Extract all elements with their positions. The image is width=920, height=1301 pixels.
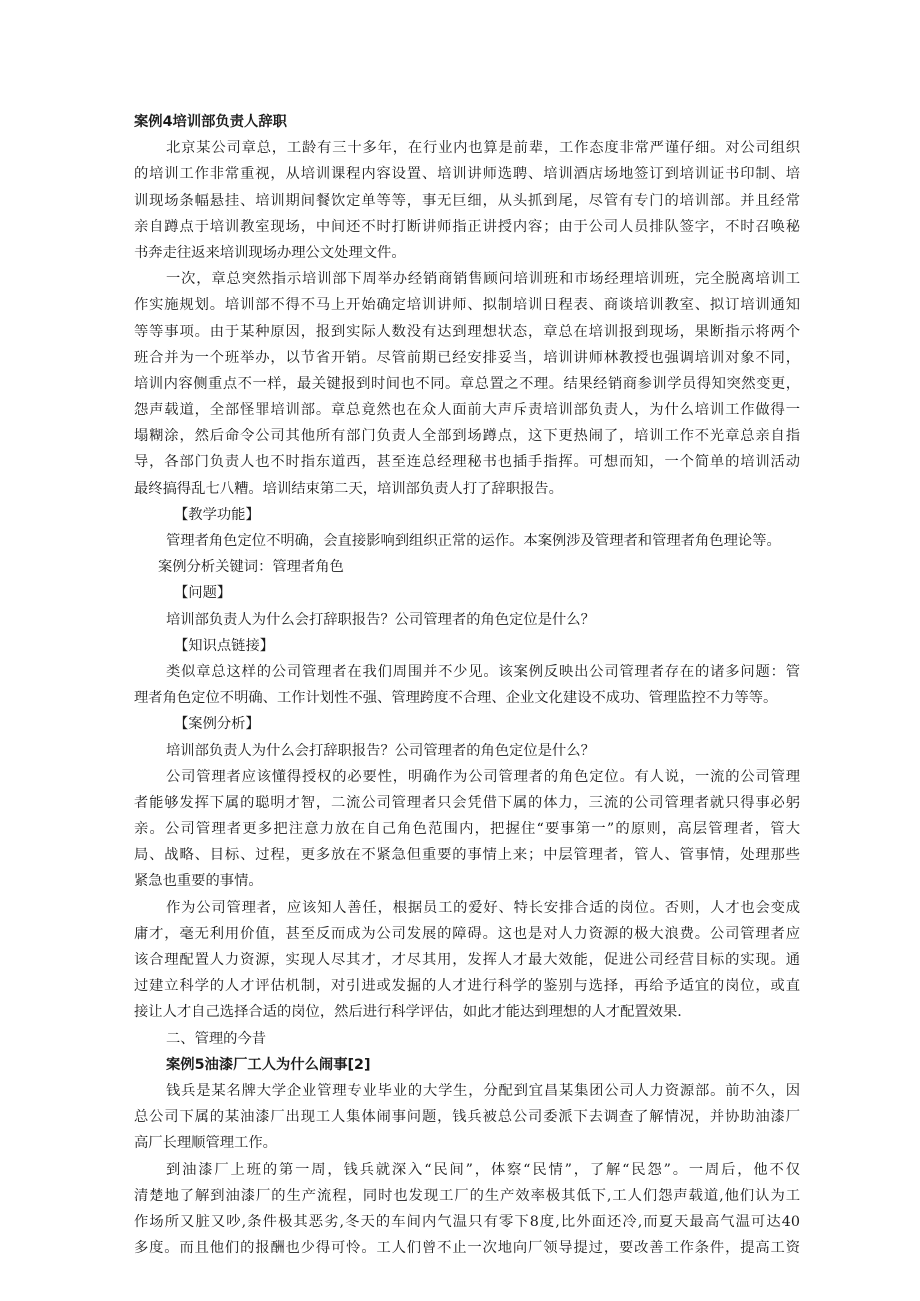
analysis-heading: 【案例分析】 (174, 716, 260, 733)
analysis-para2-line: 该合理配置人力资源，实现人尽其才，才尽其用，发挥人才最大效能，促进公司经营目标的实现。通 (134, 952, 800, 968)
question-heading: 【问题】 (174, 585, 232, 602)
analysis-para1-line: 亲。公司管理者更多把注意力放在自己角色范围内，把握住“要事第一”的原则，高层管理者，管大 (134, 821, 800, 838)
case5-para2-line: 清楚地了解到油漆厂的生产流程，同时也发现工厂的生产效率极其低下,工人们怨声载道,他们认为工 (134, 1187, 800, 1204)
case4-para2-line: 等等事项。由于某种原因，报到实际人数没有达到理想状态，章总在培训报到现场，果断指示将两个 (134, 323, 800, 340)
document-body (134, 109, 800, 1261)
analysis-para1-line: 公司管理者应该懂得授权的必要性，明确作为公司管理者的角色定位。有人说，一流的公司管理 (166, 768, 800, 785)
case4-para1-line: 亲自蹲点于培训教室现场，中间还不时打断讲师指正讲授内容；由于公司人员排队签字，不时召唤秘 (134, 218, 800, 235)
case5-para2-line: 作场所又脏又吵,条件极其恶劣,冬天的车间内气温只有零下8度,比外面还冷,而夏天最高气温可达40 (134, 1213, 800, 1230)
knowledge-line: 类似章总这样的公司管理者在我们周围并不少见。该案例反映出公司管理者存在的诸多问题：管 (166, 663, 800, 680)
teaching-text: 管理者角色定位不明确，会直接影响到组织正常的运作。本案例涉及管理者和管理者角色理论等。 (166, 533, 781, 549)
knowledge-line: 理者角色定位不明确、工作计划性不强、管理跨度不合理、企业文化建设不成功、管理监控不力等等。 (134, 690, 778, 707)
teaching-heading: 【教学功能】 (174, 506, 260, 523)
question-text: 培训部负责人为什么会打辞职报告？公司管理者的角色定位是什么？ (166, 611, 595, 628)
case4-para2-line: 作实施规划。培训部不得不马上开始确定培训讲师、拟制培训日程表、商谈培训教室、拟订培训通知 (134, 297, 800, 314)
case4-para2-line: 导，各部门负责人也不时指东道西，甚至连总经理秘书也插手指挥。可想而知，一个简单的培训活动 (134, 454, 800, 471)
case5-para1-line: 钱兵是某名牌大学企业管理专业毕业的大学生，分配到宜昌某集团公司人力资源部。前不久，因 (166, 1082, 800, 1099)
case4-para2-line: 怨声载道，全部怪罪培训部。章总竟然也在众人面前大声斥责培训部负责人，为什么培训工作做得一 (134, 402, 800, 419)
analysis-question: 培训部负责人为什么会打辞职报告？公司管理者的角色定位是什么？ (166, 742, 595, 759)
case5-para1-line: 总公司下属的某油漆厂出现工人集体闹事问题，钱兵被总公司委派下去调查了解情况，并协助油漆厂 (134, 1109, 800, 1126)
knowledge-heading: 【知识点链接】 (174, 637, 275, 654)
case4-para2-line: 最终搞得乱七八糟。培训结束第二天，培训部负责人打了辞职报告。 (134, 480, 563, 497)
case4-para1-line: 训现场条幅悬挂、培训期间餐饮定单等等，事无巨细，从头抓到尾，尽管有专门的培训部。并且经常 (134, 192, 800, 209)
case4-para2-line: 塌糊涂，然后命令公司其他所有部门负责人全部到场蹲点，这下更热闹了，培训工作不光章总亲自指 (134, 428, 800, 445)
case4-title: 案例4培训部负责人辞职 (134, 114, 287, 130)
case4-para2-line: 培训内容侧重点不一样，最关键报到时间也不同。章总置之不理。结果经销商参训学员得知突然变更， (134, 375, 800, 392)
analysis-para2-line: 过建立科学的人才评估机制，对引进或发掘的人才进行科学的鉴别与选择，再给予适宜的岗位，或直 (134, 978, 800, 995)
case4-para1-line: 书奔走往返来培训现场办理公文处理文件。 (134, 244, 406, 261)
case4-para1-line: 的培训工作非常重视，从培训课程内容设置、培训讲师选聘、培训酒店场地签订到培训证书印制、培 (134, 166, 800, 183)
analysis-para1-line: 紧急也重要的事情。 (134, 873, 263, 890)
case5-para2-line: 到油漆厂上班的第一周，钱兵就深入“民间”，体察“民情”，了解“民怨”。一周后，他不仅 (166, 1161, 800, 1178)
keywords: 案例分析关键词：管理者角色 (158, 559, 344, 576)
analysis-para2-line: 接让人才自己选择合适的岗位，然后进行科学评估，如此才能达到理想的人才配置效果. (134, 1004, 682, 1021)
case5-para2-line: 多度。而且他们的报酬也少得可怜。工人们曾不止一次地向厂领导提过，要改善工作条件，提高工资 (134, 1240, 800, 1257)
analysis-para1-line: 者能够发挥下属的聪明才智，二流公司管理者只会凭借下属的体力，三流的公司管理者就只得事必躬 (134, 794, 800, 811)
section2-heading: 二、管理的今昔 (166, 1030, 267, 1047)
case4-para1-line: 北京某公司章总，工龄有三十多年，在行业内也算是前辈，工作态度非常严谨仔细。对公司组织 (166, 140, 800, 157)
case4-para2-line: 班合并为一个班举办，以节省开销。尽管前期已经安排妥当，培训讲师林教授也强调培训对象不同， (134, 349, 800, 366)
analysis-para2-line: 作为公司管理者，应该知人善任，根据员工的爱好、特长安排合适的岗位。否则，人才也会变成 (166, 899, 800, 916)
analysis-para2-line: 庸才，毫无利用价值，甚至反而成为公司发展的障碍。这也是对人力资源的极大浪费。公司管理者应 (134, 925, 800, 942)
case5-title: 案例5油漆厂工人为什么闹事[2] (166, 1056, 371, 1073)
case5-para1-line: 高厂长理顺管理工作。 (134, 1135, 277, 1152)
analysis-para1-line: 局、战略、目标、过程，更多放在不紧急但重要的事情上来；中层管理者，管人、管事情，处理那些 (134, 847, 800, 864)
case4-para2-line: 一次，章总突然指示培训部下周举办经销商销售顾问培训班和市场经理培训班，完全脱离培训工 (166, 271, 800, 288)
